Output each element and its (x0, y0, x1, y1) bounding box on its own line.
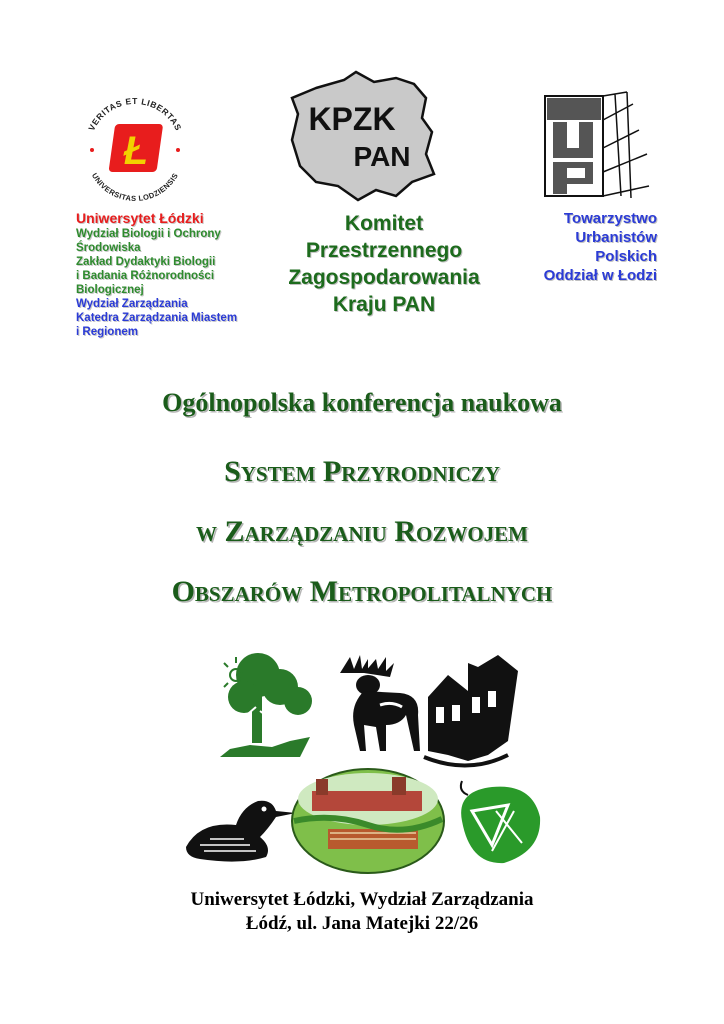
leaf-logo-icon (461, 781, 540, 863)
faculty-line-3: Zakład Dydaktyki Biologii (76, 256, 216, 268)
faculty-line-8: i Regionem (76, 326, 138, 338)
title-line-2: w Zarządzaniu Rozwojem (195, 515, 529, 548)
conference-subtitle: Ogólnopolska konferencja naukowa (162, 388, 562, 417)
illustration-cluster (180, 645, 550, 875)
svg-text:PAN: PAN (353, 141, 411, 172)
committee-line-3: Zagospodarowania (288, 266, 480, 289)
faculty-line-6: Wydział Zarządzania (76, 298, 188, 310)
title-line-3: Obszarów Metropolitalnych (171, 575, 553, 608)
trees-icon (220, 653, 312, 757)
committee-info (262, 210, 506, 318)
society-info (520, 209, 657, 285)
castle-landscape-icon (292, 769, 444, 873)
footer-line-1: Uniwersytet Łódzki, Wydział Zarządzania (190, 889, 534, 910)
seal-letter: Ł (123, 129, 149, 173)
society-line-1: Towarzystwo (563, 210, 657, 227)
kpzk-pan-logo (286, 70, 436, 204)
footer-address (0, 888, 724, 936)
faculty-line-4: i Badania Różnorodności (76, 270, 215, 282)
committee-line-2: Przestrzennego (305, 239, 463, 262)
svg-text:KPZK: KPZK (308, 101, 396, 137)
title-line-1: System Przyrodniczy (224, 455, 500, 488)
university-name: Uniwersytet Łódzki (76, 210, 204, 226)
svg-text:UNIVERSITAS LODZIENSIS: UNIVERSITAS LODZIENSIS (89, 171, 181, 204)
faculty-line-7: Katedra Zarządzania Miastem (76, 312, 238, 324)
faculty-line-2: Środowiska (76, 242, 141, 254)
faculty-line-1: Wydział Biologii i Ochrony (76, 228, 221, 240)
footer-line-2: Łódź, ul. Jana Matejki 22/26 (245, 913, 479, 934)
society-line-3: Polskich (595, 248, 657, 265)
society-line-4: Oddział w Łodzi (543, 267, 657, 284)
faculty-line-5: Biologicznej (76, 284, 144, 296)
university-info (76, 210, 276, 339)
svg-text:VERITAS ET LIBERTAS: VERITAS ET LIBERTAS (86, 95, 184, 133)
tup-logo (543, 90, 651, 200)
society-line-2: Urbanistów (575, 229, 657, 246)
committee-line-1: Komitet (344, 212, 424, 235)
committee-line-4: Kraju PAN (332, 293, 436, 316)
townhouses-icon (424, 655, 518, 766)
moose-icon (340, 655, 420, 751)
university-seal-logo (76, 90, 194, 208)
loon-bird-icon (186, 801, 296, 862)
